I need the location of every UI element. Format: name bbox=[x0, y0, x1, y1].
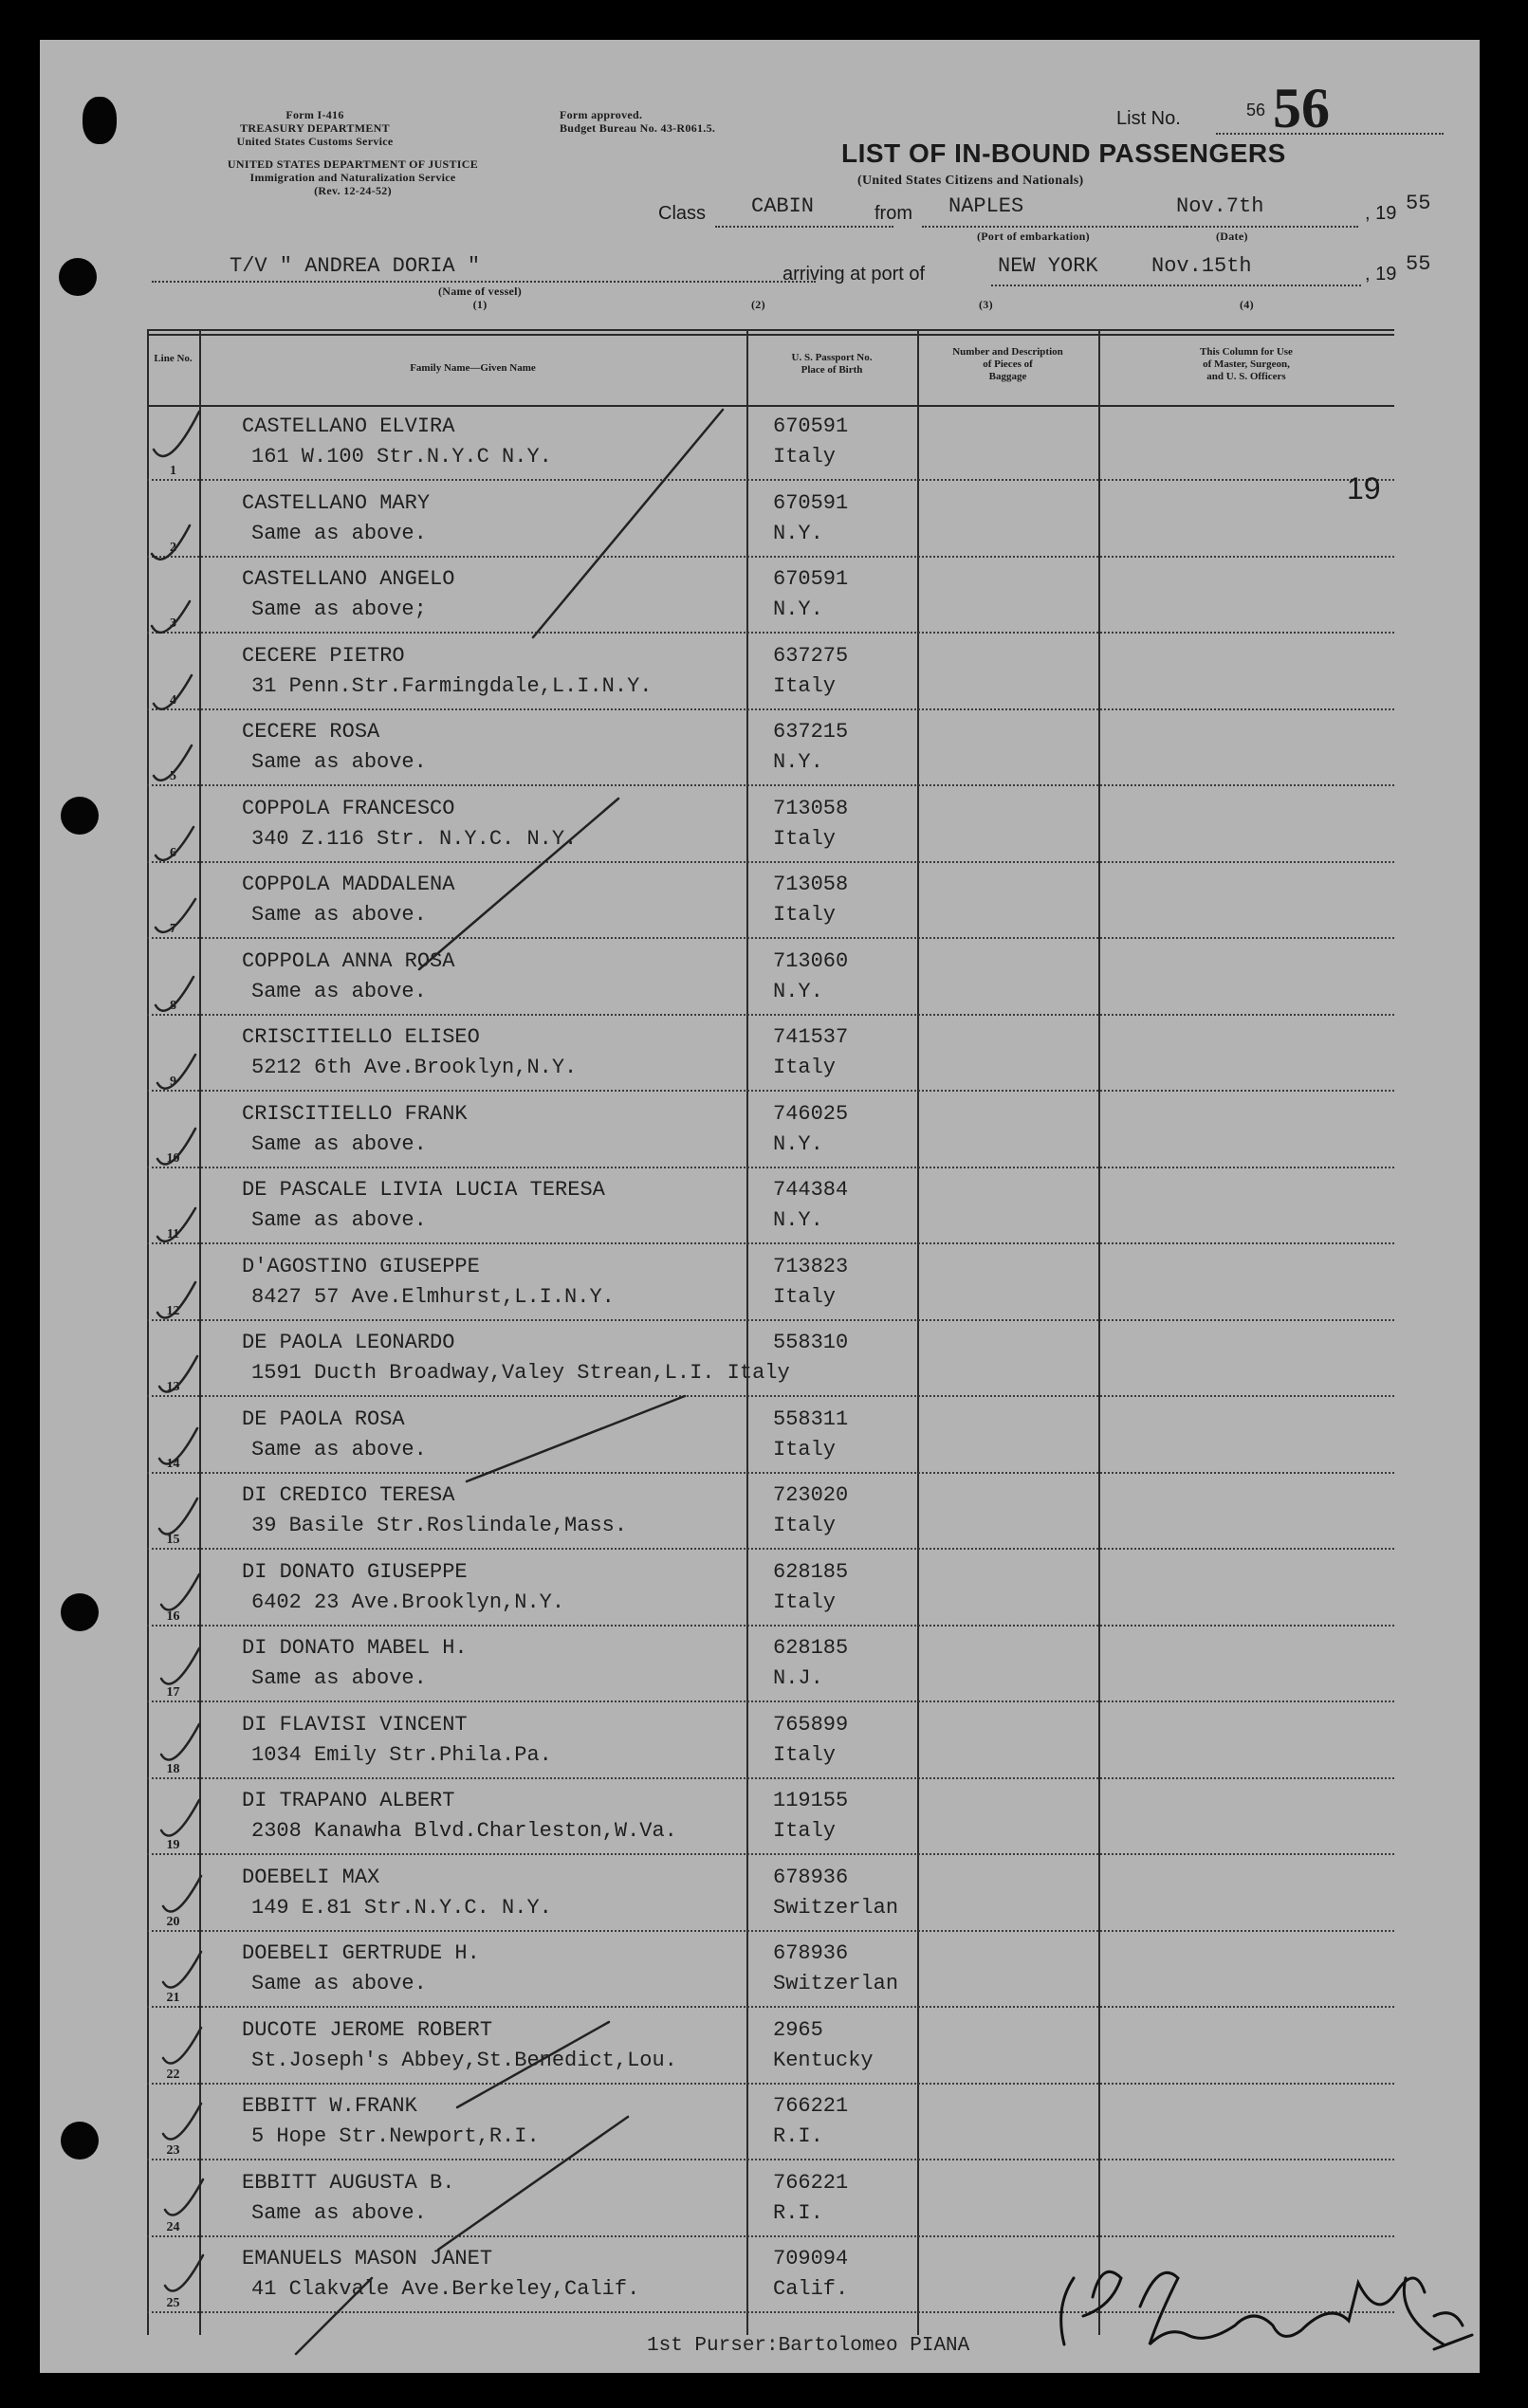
place-of-birth: Switzerlan bbox=[773, 1972, 899, 1995]
line-number: 9 bbox=[170, 1075, 176, 1089]
col-header-line: Line No. bbox=[154, 353, 193, 364]
place-of-birth: Italy bbox=[773, 1590, 837, 1614]
passport-number: 678936 bbox=[773, 1865, 849, 1889]
place-of-birth: Italy bbox=[773, 1514, 837, 1537]
passenger-address: 31 Penn.Str.Farmingdale,L.I.N.Y. bbox=[251, 673, 653, 698]
passenger-address: 41 Clakvale Ave.Berkeley,Calif. bbox=[251, 2277, 640, 2301]
arrival-port: NEW YORK bbox=[998, 254, 1098, 278]
port-embarkation-label: (Port of embarkation) bbox=[977, 230, 1090, 243]
passport-number: 670591 bbox=[773, 414, 849, 438]
passenger-address: 8427 57 Ave.Elmhurst,L.I.N.Y. bbox=[251, 1284, 615, 1309]
date-label: (Date) bbox=[1216, 230, 1248, 243]
line-number: 14 bbox=[166, 1456, 180, 1471]
list-no-small: 56 bbox=[1246, 101, 1266, 119]
passenger-name: CASTELLANO MARY bbox=[242, 490, 431, 515]
line-number: 22 bbox=[166, 2067, 180, 2082]
col-header-officers: This Column for Use of Master, Surgeon, and U. S. Officers bbox=[1200, 346, 1293, 382]
line-number: 12 bbox=[166, 1303, 180, 1318]
line-number: 8 bbox=[170, 998, 176, 1013]
passport-number: 628185 bbox=[773, 1559, 849, 1584]
passport-number: 713823 bbox=[773, 1254, 849, 1278]
passenger-name: COPPOLA FRANCESCO bbox=[242, 796, 455, 820]
passport-number: 2965 bbox=[773, 2017, 823, 2042]
passenger-name: DI DONATO MABEL H. bbox=[242, 1636, 468, 1660]
col-4-marker: (4) bbox=[1240, 298, 1254, 311]
place-of-birth: N.Y. bbox=[773, 597, 823, 621]
passport-number: 709094 bbox=[773, 2247, 849, 2270]
col-header-passport: U. S. Passport No. Place of Birth bbox=[791, 352, 873, 376]
passport-number: 713060 bbox=[773, 948, 849, 973]
form-approved: Form approved. Budget Bureau No. 43-R061.5. bbox=[560, 108, 716, 135]
passenger-name: EBBITT AUGUSTA B. bbox=[242, 2170, 455, 2195]
passenger-name: EMANUELS MASON JANET bbox=[242, 2247, 493, 2270]
line-number: 2 bbox=[170, 540, 176, 555]
passport-number: 637275 bbox=[773, 643, 849, 668]
passenger-address: Same as above. bbox=[251, 979, 427, 1003]
line-number: 11 bbox=[166, 1227, 180, 1241]
port-embarkation-value: NAPLES bbox=[948, 194, 1024, 218]
passenger-address: Same as above. bbox=[251, 750, 427, 774]
class-label: Class bbox=[658, 203, 707, 224]
passenger-address: Same as above. bbox=[251, 1666, 427, 1690]
passport-number: 558311 bbox=[773, 1406, 849, 1431]
passenger-address: Same as above; bbox=[251, 597, 427, 621]
place-of-birth: Italy bbox=[773, 903, 837, 927]
list-no-label: List No. bbox=[1116, 108, 1181, 129]
passenger-address: 2308 Kanawha Blvd.Charleston,W.Va. bbox=[251, 1819, 677, 1843]
passenger-name: CECERE PIETRO bbox=[242, 643, 405, 668]
passport-number: 670591 bbox=[773, 490, 849, 515]
passenger-name: CASTELLANO ANGELO bbox=[242, 567, 455, 591]
place-of-birth: Calif. bbox=[773, 2277, 849, 2301]
line-number: 21 bbox=[166, 1991, 180, 2005]
line-number: 16 bbox=[166, 1608, 180, 1624]
passport-number: 723020 bbox=[773, 1483, 849, 1507]
passenger-name: COPPOLA MADDALENA bbox=[242, 873, 455, 896]
passport-number: 746025 bbox=[773, 1101, 849, 1126]
line-number: 3 bbox=[170, 616, 176, 631]
passenger-address: 6402 23 Ave.Brooklyn,N.Y. bbox=[251, 1590, 565, 1614]
arrival-date: Nov.15th bbox=[1151, 254, 1252, 278]
officer-note-number: 19 bbox=[1347, 471, 1381, 505]
place-of-birth: Italy bbox=[773, 445, 837, 469]
place-of-birth: Switzerlan bbox=[773, 1895, 899, 1920]
place-of-birth: N.Y. bbox=[773, 750, 823, 774]
list-no-number: 56 bbox=[1273, 77, 1330, 139]
passenger-address: 149 E.81 Str.N.Y.C. N.Y. bbox=[251, 1895, 552, 1920]
departure-date-value: Nov.7th bbox=[1176, 194, 1264, 218]
passenger-address: 5 Hope Str.Newport,R.I. bbox=[251, 2124, 540, 2148]
purser-line: 1st Purser:Bartolomeo PIANA bbox=[647, 2335, 970, 2357]
passenger-name: DI FLAVISI VINCENT bbox=[242, 1712, 468, 1737]
place-of-birth: Italy bbox=[773, 1819, 837, 1843]
place-of-birth: Kentucky bbox=[773, 2048, 874, 2072]
passport-number: 628185 bbox=[773, 1636, 849, 1660]
passenger-address: Same as above. bbox=[251, 2200, 427, 2225]
page-subtitle: (United States Citizens and Nationals) bbox=[857, 174, 1084, 188]
passenger-name: D'AGOSTINO GIUSEPPE bbox=[242, 1254, 480, 1278]
place-of-birth: N.Y. bbox=[773, 521, 823, 545]
year-prefix: , 19 bbox=[1365, 203, 1397, 224]
passport-number: 558310 bbox=[773, 1331, 849, 1354]
vessel-name: T/V " ANDREA DORIA " bbox=[230, 254, 481, 278]
passenger-name: DI TRAPANO ALBERT bbox=[242, 1789, 455, 1812]
year-suffix-2: 55 bbox=[1406, 252, 1431, 276]
line-number: 13 bbox=[166, 1380, 180, 1394]
passport-number: 678936 bbox=[773, 1941, 849, 1965]
page-title: LIST OF IN-BOUND PASSENGERS bbox=[841, 138, 1286, 168]
passenger-name: CECERE ROSA bbox=[242, 720, 380, 744]
line-number: 6 bbox=[170, 845, 176, 860]
year-suffix: 55 bbox=[1406, 192, 1431, 215]
line-number: 1 bbox=[170, 464, 176, 478]
line-number: 7 bbox=[170, 922, 176, 936]
passenger-name: DOEBELI MAX bbox=[242, 1865, 380, 1889]
ink-marks bbox=[40, 40, 1480, 2373]
passenger-address: 161 W.100 Str.N.Y.C N.Y. bbox=[251, 445, 552, 469]
passport-number: 637215 bbox=[773, 720, 849, 744]
passenger-address: Same as above. bbox=[251, 1131, 427, 1156]
line-number: 19 bbox=[166, 1838, 180, 1852]
passenger-name: DI CREDICO TERESA bbox=[242, 1483, 455, 1507]
year-prefix-2: , 19 bbox=[1365, 264, 1397, 285]
col-3-marker: (3) bbox=[979, 298, 993, 311]
place-of-birth: N.Y. bbox=[773, 1208, 823, 1232]
inspector-signature bbox=[1036, 2240, 1482, 2373]
passenger-name: DE PAOLA LEONARDO bbox=[242, 1331, 455, 1354]
passport-number: 766221 bbox=[773, 2170, 849, 2195]
document-page bbox=[40, 40, 1480, 2373]
line-number: 4 bbox=[170, 692, 176, 708]
passenger-address: 39 Basile Str.Roslindale,Mass. bbox=[251, 1514, 628, 1537]
line-number: 18 bbox=[166, 1761, 180, 1776]
place-of-birth: N.J. bbox=[773, 1666, 823, 1690]
place-of-birth: N.Y. bbox=[773, 1131, 823, 1156]
place-of-birth: Italy bbox=[773, 826, 837, 851]
arriving-label: arriving at port of bbox=[782, 264, 926, 285]
vessel-label: (Name of vessel) (1) bbox=[438, 285, 523, 311]
from-label: from bbox=[874, 203, 912, 224]
col-2-marker: (2) bbox=[751, 298, 765, 311]
place-of-birth: Italy bbox=[773, 1056, 837, 1079]
passenger-name: CRISCITIELLO ELISEO bbox=[242, 1025, 480, 1049]
place-of-birth: N.Y. bbox=[773, 979, 823, 1003]
passenger-name: DI DONATO GIUSEPPE bbox=[242, 1559, 468, 1584]
passenger-address: St.Joseph's Abbey,St.Benedict,Lou. bbox=[251, 2048, 677, 2072]
passport-number: 766221 bbox=[773, 2094, 849, 2118]
passenger-name: DE PASCALE LIVIA LUCIA TERESA bbox=[242, 1178, 605, 1202]
line-number: 10 bbox=[166, 1150, 180, 1166]
passenger-name: EBBITT W.FRANK bbox=[242, 2094, 417, 2118]
place-of-birth: Italy bbox=[773, 673, 837, 698]
passport-number: 670591 bbox=[773, 567, 849, 591]
col-header-baggage: Number and Description of Pieces of Baggage bbox=[952, 346, 1063, 382]
passenger-address: Same as above. bbox=[251, 1208, 427, 1232]
passenger-name: DUCOTE JEROME ROBERT bbox=[242, 2017, 493, 2042]
form-header-block: Form I-416 TREASURY DEPARTMENT United States Customs Service bbox=[236, 108, 394, 148]
line-number: 20 bbox=[166, 1914, 180, 1929]
passport-number: 765899 bbox=[773, 1712, 849, 1737]
place-of-birth: Italy bbox=[773, 1742, 837, 1767]
passport-number: 744384 bbox=[773, 1178, 849, 1202]
passport-number: 713058 bbox=[773, 873, 849, 896]
line-number: 5 bbox=[170, 769, 176, 783]
passenger-name: CRISCITIELLO FRANK bbox=[242, 1101, 468, 1126]
place-of-birth: R.I. bbox=[773, 2200, 823, 2225]
line-number: 24 bbox=[166, 2219, 180, 2234]
passenger-address: Same as above. bbox=[251, 521, 427, 545]
place-of-birth: R.I. bbox=[773, 2124, 823, 2148]
line-number: 23 bbox=[166, 2143, 180, 2158]
passenger-address: Same as above. bbox=[251, 1437, 427, 1461]
passenger-name: DOEBELI GERTRUDE H. bbox=[242, 1941, 480, 1965]
col-header-name: Family Name—Given Name bbox=[410, 362, 536, 374]
place-of-birth: Italy bbox=[773, 1437, 837, 1461]
passenger-name: CASTELLANO ELVIRA bbox=[242, 414, 455, 438]
passenger-address: Same as above. bbox=[251, 1972, 427, 1995]
line-number: 17 bbox=[166, 1685, 180, 1700]
passenger-address: 340 Z.116 Str. N.Y.C. N.Y. bbox=[251, 826, 578, 851]
passenger-name: COPPOLA ANNA ROSA bbox=[242, 948, 455, 973]
passport-number: 713058 bbox=[773, 796, 849, 820]
line-number: 25 bbox=[166, 2296, 180, 2310]
passport-number: 119155 bbox=[773, 1789, 849, 1812]
passenger-address: 1034 Emily Str.Phila.Pa. bbox=[251, 1742, 552, 1767]
passport-number: 741537 bbox=[773, 1025, 849, 1049]
doj-block: UNITED STATES DEPARTMENT OF JUSTICE Immigration and Naturalization Service (Rev. 12-24-52) bbox=[227, 157, 479, 197]
line-number: 15 bbox=[166, 1533, 180, 1547]
passenger-name: DE PAOLA ROSA bbox=[242, 1406, 405, 1431]
passenger-address: 1591 Ducth Broadway,Valey Strean,L.I. Italy bbox=[251, 1361, 790, 1385]
class-value: CABIN bbox=[751, 194, 815, 218]
place-of-birth: Italy bbox=[773, 1284, 837, 1309]
passenger-address: 5212 6th Ave.Brooklyn,N.Y. bbox=[251, 1056, 578, 1079]
passenger-address: Same as above. bbox=[251, 903, 427, 927]
